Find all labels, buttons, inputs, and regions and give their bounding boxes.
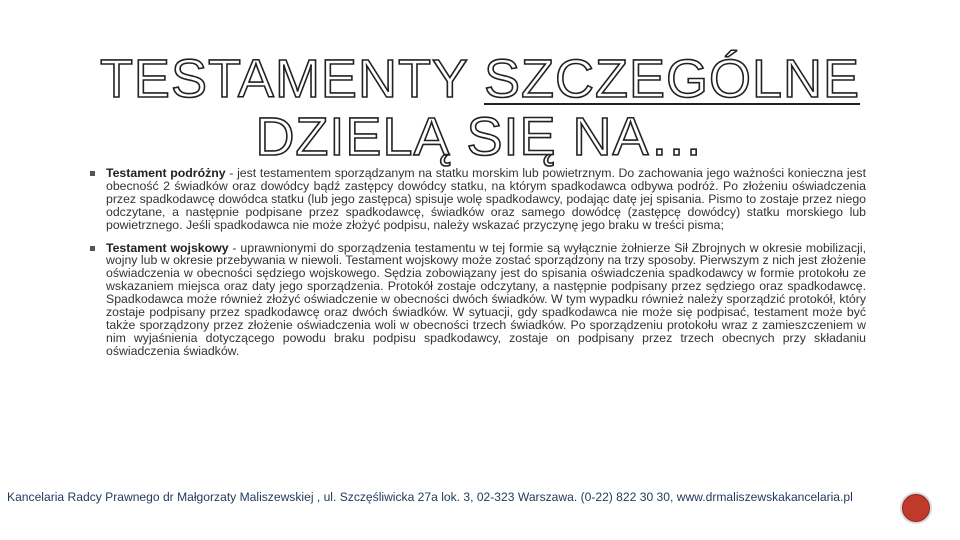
bullet-item-wojskowy [90, 242, 866, 358]
badge-core [902, 494, 930, 522]
bullet-text: - uprawnionymi do sporządzenia testamentu w tej formie są wyłącznie żołnierze Sił Zbrojnych w okresie mobilizacji, wojny lub w okresie przebywania w niewoli. Testament wojskowy może zostać sporządzony na trzy sposoby. Pierwszym z nich jest złożenie oświadczenia w obecności sędziego wojskowego. Sędzia zobowiązany jest do spisania oświadczenia spadkodawcy w formie protokołu ze wskazaniem miejsca oraz daty jego sporządzenia. Protokół zostaje odczytany, a następnie podpisany przez sędziego oraz spadkodawcę. Spadkodawca może również złożyć oświadczenie w obecności dwóch świadków. W tym wypadku również należy sporządzić protokół, który zostaje podpisany przez spadkodawcę oraz dwóch świadków. W sytuacji, gdy spadkodawca nie może się podpisać, testament może być także sporządzony przez złożenie oświadczenia woli w obecności trzech świadków. Po sporządzeniu protokołu wraz z zamieszczeniem w nim wyjaśnienia dotyczącego powodu braku podpisu spadkodawcy, zostaje on podpisany przez trzech obecnych przy składaniu oświadczenia świadków. [106, 240, 867, 358]
slide-title-line1 [0, 50, 960, 108]
bullet-term: Testament podróżny [106, 166, 226, 180]
circle-badge-icon [900, 492, 932, 524]
title-word-testamenty: TESTAMENTY [99, 49, 468, 109]
footer-contact: Kancelaria Radcy Prawnego dr Małgorzaty Maliszewskiej , ul. Szczęśliwicka 27a lok. 3, 02-323 Warszawa. (0-22) 822 30 30, www.drmaliszewskakancelaria.pl [7, 490, 853, 504]
bullet-term: Testament wojskowy [106, 240, 229, 255]
bullet-item-podrozny [90, 167, 866, 232]
slide-title-line2: DZIELĄ SIĘ NA… [255, 107, 705, 167]
bullet-text: - jest testamentem sporządzanym na statku morskim lub powietrznym. Do zachowania jego ważności konieczna jest obecność 2 świadków oraz dowódcy bądź zastępcy dowódcy statku, na którym spadkodawca odbywa podróż. Po złożeniu oświadczenia przez spadkodawcę dowódca statku (lub jego zastępca) spisuje wolę spadkodawcy, podając datę jej spisania. Pismo to zostaje przez niego odczytane, a następnie podpisane przez spadkodawcę, świadków oraz samego dowódcę (zastępcę dowódcy) statku morskiego lub powietrznego. Jeśli spadkodawca nie może złożyć podpisu, należy wskazać przyczynę jego braku w treści pisma; [106, 166, 866, 232]
square-bullet-icon [90, 246, 95, 251]
bullet-list [90, 167, 866, 368]
square-bullet-icon [90, 171, 95, 176]
title-word-szczegolne: SZCZEGÓLNE [484, 49, 861, 109]
